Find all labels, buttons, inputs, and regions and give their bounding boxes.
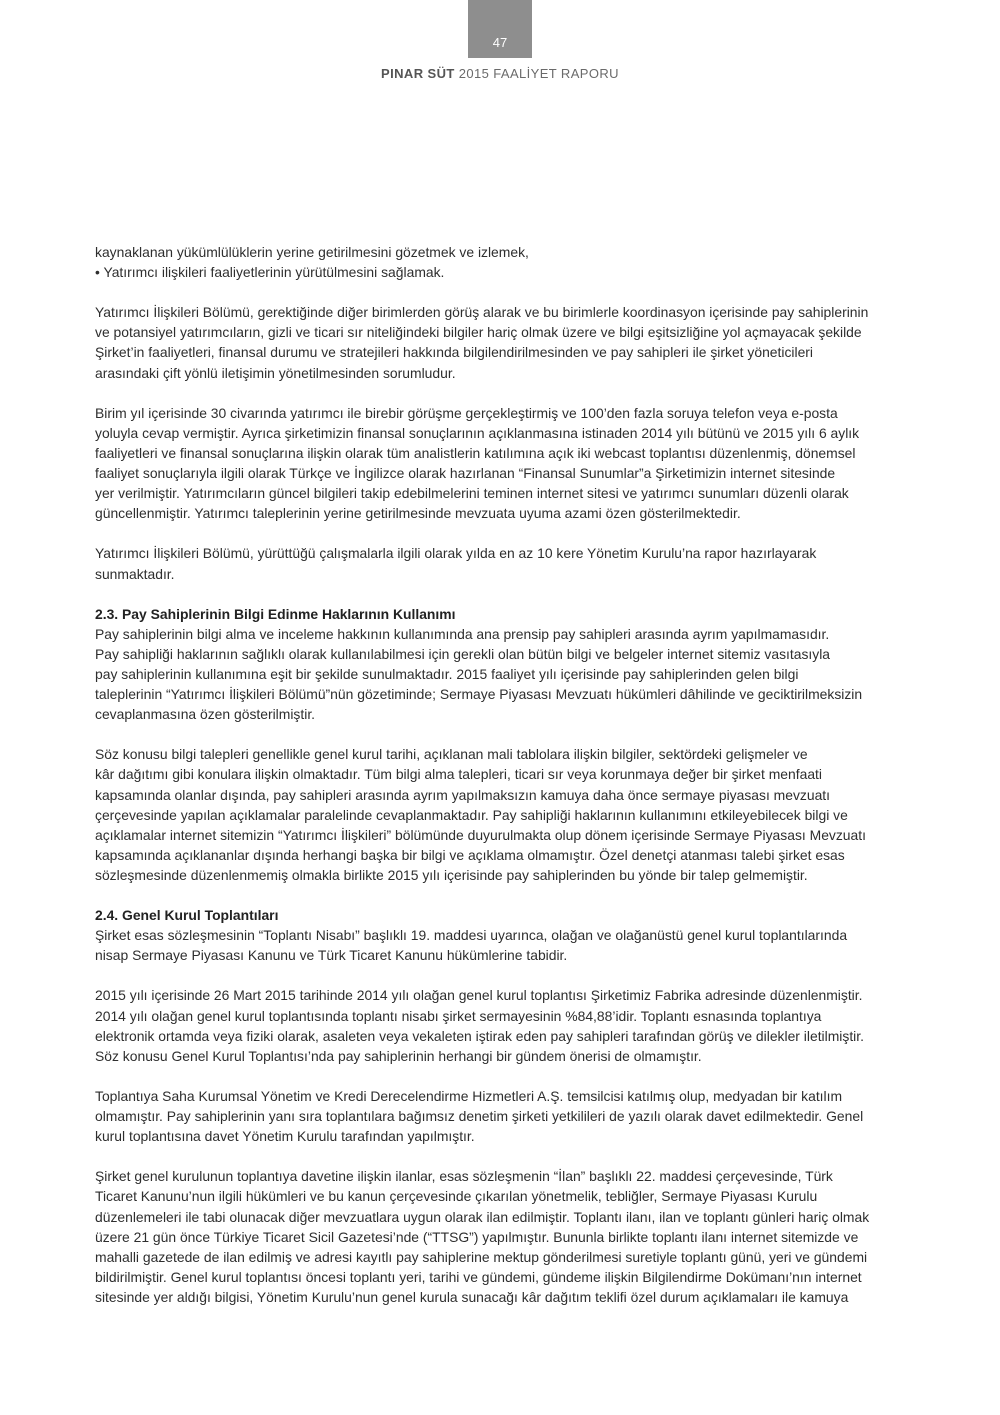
text-line: nisap Sermaye Piyasası Kanunu ve Türk Ticaret Kanunu hükümlerine tabidir. [95,947,568,964]
paragraph-gap [95,523,905,543]
paragraph [95,403,905,524]
page-number-tab [468,0,532,58]
text-line: çerçevesinde yapılan açıklamalar paralelinde cevaplanmaktadır. Pay sahipliği haklarının kullanımını etkileyebilecek bilgi ve [95,806,848,823]
text-line: Yatırımcı İlişkileri Bölümü, yürüttüğü çalışmalarla ilgili olarak yılda en az 10 kere Yönetim Kurulu’na rapor hazırlayarak [95,545,817,562]
paragraph-gap [95,724,905,744]
report-brand: PINAR SÜT [381,66,455,81]
text-line: pay sahiplerinin kullanımına eşit bir şekilde sunulmaktadır. 2015 faaliyet yılı içerisinde pay sahiplerinden gelen bilgi [95,665,799,682]
text-line: kaynaklanan yükümlülüklerin yerine getirilmesini gözetmek ve izlemek, [95,244,529,260]
paragraph-gap [95,1146,905,1166]
document-body [95,242,905,1307]
page-number: 47 [492,35,508,50]
report-title: 2015 FAALİYET RAPORU [454,66,619,81]
text-line: elektronik ortamda veya fiziki olarak, asaleten veya vekaleten iştirak eden pay sahipleri tarafından görüş ve dilekler iletilmiştir. [95,1027,864,1044]
text-line: faaliyetleri ve finansal sonuçlarına ilişkin olarak tüm analistlerin katılımına açık iki webcast toplantısı düzenlenmiş, dönemsel [95,444,856,461]
text-line: Toplantıya Saha Kurumsal Yönetim ve Kredi Derecelendirme Hizmetleri A.Ş. temsilcisi katılmış olup, medyadan bir katılım [95,1087,843,1104]
report-header [0,66,1000,81]
text-line: taleplerinin “Yatırımcı İlişkileri Bölümü”nün gözetiminde; Sermaye Piyasası Mevzuatı hükümleri dâhilinde ve geciktirilmeksizin [95,686,863,703]
paragraph [95,302,905,382]
paragraph [95,1086,905,1146]
text-line: Şirket’in faaliyetleri, finansal durumu ve stratejileri hakkında bilgilendirilmesinden ve pay sahipleri ile şirket yöneticileri [95,344,814,361]
paragraph [95,925,905,965]
text-line: kapsamında olanlar dışında, pay sahipleri arasında ayrım yapılmaksızın kamuya daha önce sermaye piyasası mevzuatı [95,786,831,803]
paragraph-gap [95,885,905,905]
paragraph-gap [95,383,905,403]
text-line: • Yatırımcı ilişkileri faaliyetlerinin yürütülmesini sağlamak. [95,264,445,281]
paragraph [95,543,905,583]
text-line: kurul toplantısına davet Yönetim Kurulu tarafından yapılmıştır. [95,1128,475,1145]
text-line: düzenlemeleri ile tabi olunacak diğer mevzuatlara uygun olarak ilan edilmiştir. Toplantı ilanı, ilan ve toplantı günleri hariç olmak [95,1208,870,1225]
text-line: üzere 21 gün önce Türkiye Ticaret Sicil Gazetesi’nde (“TTSG”) yapılmıştır. Bununla birlikte toplantı ilanı internet sitemizde ve [95,1228,859,1245]
text-line: açıklamalar internet sitemizin “Yatırımcı İlişkileri” bölümünde duyurulmakta olup dönem içerisinde Sermaye Piyasası Mevzuatı [95,826,866,843]
text-line: sunmaktadır. [95,565,175,582]
paragraph-gap [95,965,905,985]
text-line: Pay sahipliği haklarının sağlıklı olarak kullanılabilmesi için gerekli olan bütün bilgi ve belgeler internet sitemiz vasıtasıyla [95,645,831,662]
text-line: kapsamında açıklananlar dışında herhangi başka bir bilgi ve açıklama olmamıştır. Özel denetçi atanması talebi şirket esas [95,846,845,863]
text-line: yoluyla cevap vermiştir. Ayrıca şirketimizin finansal sonuçlarının açıklanmasına istinaden 2014 yılı bütünü ve 2015 yılı 6 aylık [95,424,860,441]
text-line: Şirket esas sözleşmesinin “Toplantı Nisabı” başlıklı 19. maddesi uyarınca, olağan ve olağanüstü genel kurul toplantılarında [95,927,848,944]
text-line: mahalli gazetede de ilan edilmiş ve adresi kayıtlı pay sahiplerine mektup gönderilmesi suretiyle toplantı günü, yeri ve gündemi [95,1248,868,1265]
text-line: olmamıştır. Pay sahiplerinin yanı sıra toplantılara bağımsız denetim şirketi yetkilileri de yazılı olarak davet edilmektedir. Genel [95,1108,864,1125]
section-heading: 2.4. Genel Kurul Toplantıları [95,907,279,924]
text-line: kâr dağıtımı gibi konulara ilişkin olmaktadır. Tüm bilgi alma talepleri, ticari sır veya korunmaya değer bir şirket menfaati [95,766,822,783]
text-line: cevaplanmasına özen gösterilmiştir. [95,706,316,723]
text-line: sözleşmesinde düzenlenmemiş olmakla birlikte 2015 yılı içerisinde pay sahiplerinden bu yönde bir talep gelmemiştir. [95,866,808,883]
paragraph [95,1166,905,1307]
text-line: Birim yıl içerisinde 30 civarında yatırımcı ile birebir görüşme gerçekleştirmiş ve 100’den fazla soruya telefon veya e-posta [95,404,838,421]
text-line: sitesinde yer aldığı bilgisi, Yönetim Kurulu’nun genel kurula sunacağı kâr dağıtım teklifi özel durum açıklamaları ile kamuya [95,1288,849,1305]
text-line: Yatırımcı İlişkileri Bölümü, gerektiğinde diğer birimlerden görüş alarak ve bu birimlerle koordinasyon içerisinde pay sahiplerinin [95,304,869,321]
section-heading: 2.3. Pay Sahiplerinin Bilgi Edinme Haklarının Kullanımı [95,605,456,622]
text-line: faaliyet sonuçlarıyla ilgili olarak Türkçe ve İngilizce olarak hazırlanan “Finansal Sunumlar”a Şirketimizin internet sitesinde [95,465,836,482]
text-line: 2015 yılı içerisinde 26 Mart 2015 tarihinde 2014 yılı olağan genel kurul toplantısı Şirketimiz Fabrika adresinde düzenlenmiştir. [95,987,863,1004]
text-line: ve potansiyel yatırımcıların, gizli ve ticari sır niteliğindeki bilgiler hariç olmak üzere ve bilgi eşitsizliğine yol açmayacak şekilde [95,324,862,341]
paragraph [95,242,905,282]
paragraph [95,624,905,724]
paragraph-gap [95,584,905,604]
text-line: Ticaret Kanunu’nun ilgili hükümleri ve bu kanun çerçevesinde çıkarılan yönetmelik, tebliğler, Sermaye Piyasası Kurulu [95,1188,818,1205]
text-line: Pay sahiplerinin bilgi alma ve inceleme hakkının kullanımında ana prensip pay sahipleri arasında ayrım yapılmamasıdır. [95,625,830,642]
paragraph-gap [95,282,905,302]
text-line: yer verilmiştir. Yatırımcıların güncel bilgileri takip edebilmelerini teminen internet sitesi ve yatırımcı sunumları düzenli olarak [95,485,849,502]
paragraph [95,985,905,1065]
paragraph [95,744,905,885]
text-line: Söz konusu Genel Kurul Toplantısı’nda pay sahiplerinin herhangi bir gündem önerisi de olmamıştır. [95,1047,702,1064]
text-line: Söz konusu bilgi talepleri genellikle genel kurul tarihi, açıklanan mali tablolara ilişkin bilgiler, sektördeki gelişmeler ve [95,746,808,763]
text-line: güncellenmiştir. Yatırımcı taleplerinin yerine getirilmesinde mevzuata uyuma azami özen gösterilmektedir. [95,505,741,522]
text-line: bildirilmiştir. Genel kurul toplantısı öncesi toplantı yeri, tarihi ve gündemi, gündeme ilişkin Bilgilendirme Dokümanı’nın internet [95,1268,862,1285]
paragraph-gap [95,1066,905,1086]
text-line: arasındaki çift yönlü iletişimin yönetilmesinden sorumludur. [95,364,456,381]
text-line: Şirket genel kurulunun toplantıya davetine ilişkin ilanlar, esas sözleşmenin “İlan” başlıklı 22. maddesi çerçevesinde, Türk [95,1168,833,1185]
text-line: 2014 yılı olağan genel kurul toplantısında toplantı nisabı şirket sermayesinin %84,88’idir. Toplantı esnasında toplantıya [95,1007,822,1024]
